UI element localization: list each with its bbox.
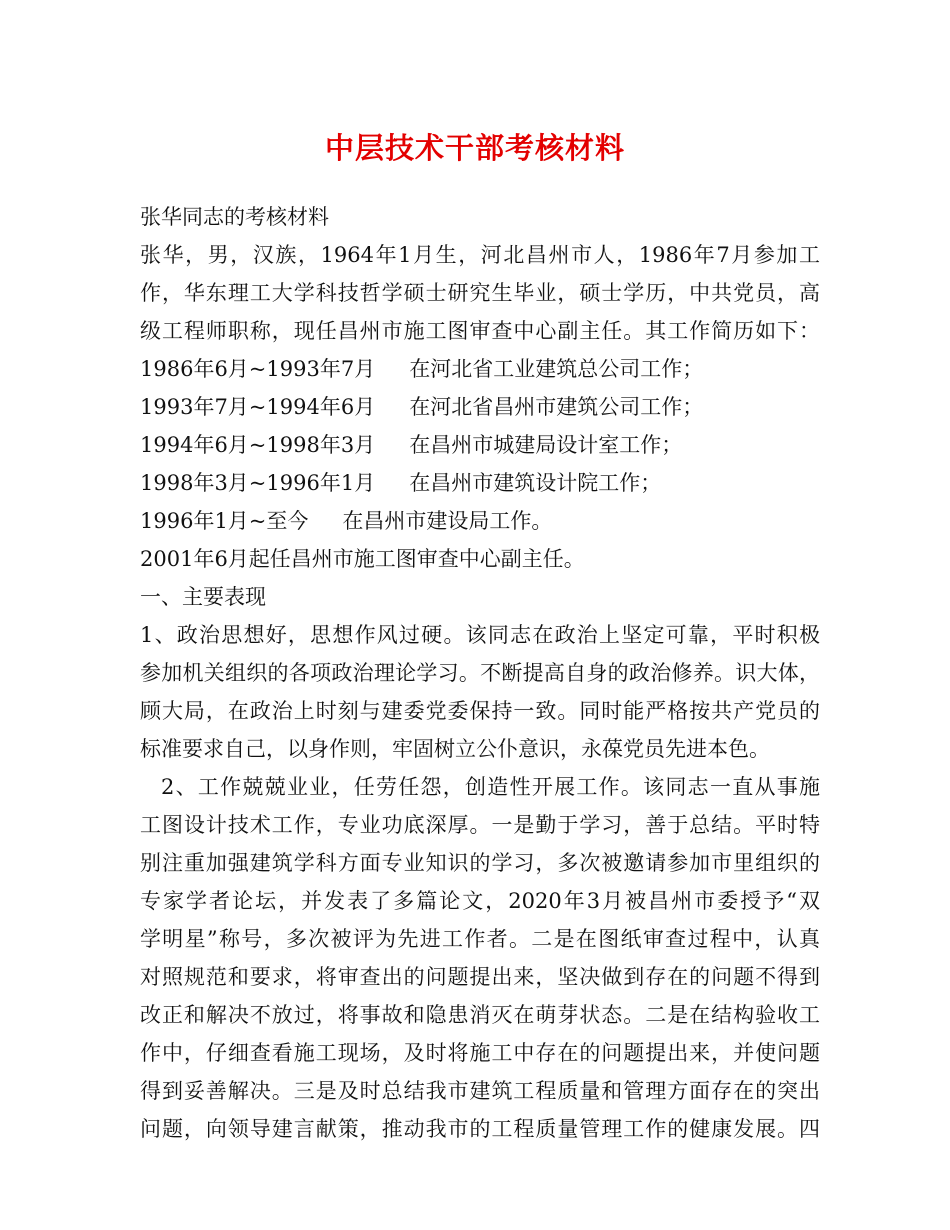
resume-desc: 在昌州市城建局设计室工作； (409, 433, 683, 457)
paragraph-line: 改正和解决不放过，将事故和隐患消灭在萌芽状态。二是在结构验收工 (140, 1003, 820, 1027)
paragraph-line: 作中，仔细查看施工现场，及时将施工中存在的问题提出来，并使问题 (140, 1041, 820, 1065)
resume-entry (140, 426, 820, 464)
paragraph-line: 2、工作兢兢业业，任劳任怨，创造性开展工作。该同志一直从事施 (161, 775, 820, 799)
paragraph-line: 别注重加强建筑学科方面专业知识的学习，多次被邀请参加市里组织的 (140, 851, 820, 875)
subject-heading: 张华同志的考核材料 (140, 205, 329, 229)
bio-line: 级工程师职称，现任昌州市施工图审查中心副主任。其工作简历如下： (140, 319, 820, 343)
paragraph-line: 问题，向领导建言献策，推动我市的工程质量管理工作的健康发展。四 (140, 1117, 820, 1141)
paragraph-line: 1、政治思想好，思想作风过硬。该同志在政治上坚定可靠，平时积极 (140, 623, 820, 647)
bio-line: 张华，男，汉族，1964年1月生，河北昌州市人，1986年7月参加工 (140, 243, 820, 267)
paragraph-line: 学明星”称号，多次被评为先进工作者。二是在图纸审查过程中，认真 (140, 927, 820, 951)
resume-desc: 在河北省昌州市建筑公司工作； (409, 395, 704, 419)
resume-entry (140, 350, 820, 388)
document-title: 中层技术干部考核材料 (324, 131, 625, 165)
resume-desc: 在昌州市建设局工作。 (342, 509, 553, 533)
resume-desc: 在昌州市建筑设计院工作； (409, 471, 662, 495)
resume-entry (140, 502, 820, 540)
paragraph-line: 工图设计技术工作，专业功底深厚。一是勤于学习，善于总结。平时特 (140, 813, 820, 837)
resume-period: 1993年7月~1994年6月 (140, 395, 376, 419)
resume-entry (140, 464, 820, 502)
paragraph-line: 标准要求自己，以身作则，牢固树立公仆意识，永葆党员先进本色。 (140, 737, 770, 761)
bio-line: 作，华东理工大学科技哲学硕士研究生毕业，硕士学历，中共党员，高 (140, 281, 820, 305)
resume-period: 1994年6月~1998年3月 (140, 433, 376, 457)
resume-desc: 在河北省工业建筑总公司工作； (409, 357, 704, 381)
document-body (140, 198, 820, 1148)
section-heading: 一、主要表现 (140, 585, 266, 609)
paragraph-line: 得到妥善解决。三是及时总结我市建筑工程质量和管理方面存在的突出 (140, 1079, 820, 1103)
resume-entry (140, 388, 820, 426)
resume-period: 1986年6月~1993年7月 (140, 357, 376, 381)
appointment-line: 2001年6月起任昌州市施工图审查中心副主任。 (140, 547, 585, 571)
paragraph-line: 参加机关组织的各项政治理论学习。不断提高自身的政治修养。识大体， (140, 661, 820, 685)
resume-period: 1998年3月~1996年1月 (140, 471, 376, 495)
resume-period: 1996年1月~至今 (140, 509, 309, 533)
paragraph-line: 顾大局，在政治上时刻与建委党委保持一致。同时能严格按共产党员的 (140, 699, 820, 723)
paragraph-line: 专家学者论坛，并发表了多篇论文，2020年3月被昌州市委授予“双 (140, 889, 820, 913)
paragraph-line: 对照规范和要求，将审查出的问题提出来，坚决做到存在的问题不得到 (140, 965, 820, 989)
